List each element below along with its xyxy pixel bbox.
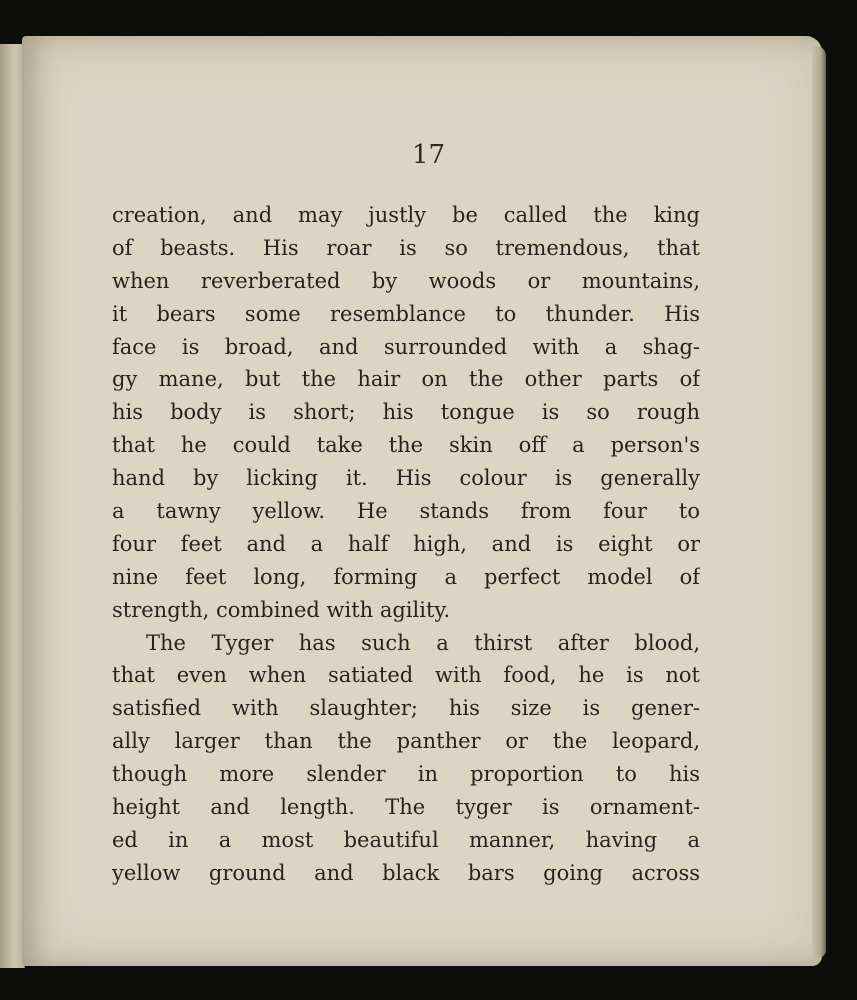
text-line: his body is short; his tongue is so rough: [112, 400, 700, 425]
text-line: that even when satiated with food, he is not: [112, 663, 700, 688]
page-stack-edge: [812, 46, 826, 958]
text-line: height and length. The tyger is ornament-: [112, 795, 700, 820]
text-line: ed in a most beautiful manner, having a: [112, 827, 700, 852]
text-line: that he could take the skin off a person's: [112, 433, 700, 458]
text-line: yellow ground and black bars going across: [112, 860, 700, 885]
page-number: 17: [411, 140, 446, 170]
text-line: though more slender in proportion to his: [112, 762, 700, 787]
text-line: it bears some resemblance to thunder. His: [112, 301, 700, 326]
text-line-paragraph-start: The Tyger has such a thirst after blood,: [146, 630, 700, 655]
text-line: creation, and may justly be called the king: [112, 203, 700, 227]
text-line: satisfied with slaughter; his size is gener-: [112, 696, 700, 721]
text-line: ally larger than the panther or the leopard,: [112, 729, 700, 754]
text-line: gy mane, but the hair on the other parts of: [112, 367, 700, 392]
text-line: when reverberated by woods or mountains,: [112, 268, 700, 293]
text-line: of beasts. His roar is so tremendous, that: [112, 235, 700, 260]
text-line: four feet and a half high, and is eight or: [112, 531, 700, 556]
text-line: nine feet long, forming a perfect model of: [112, 564, 700, 589]
text-line: face is broad, and surrounded with a shag-: [112, 334, 700, 359]
text-line: hand by licking it. His colour is generally: [112, 466, 700, 491]
page-body-text: [112, 199, 700, 890]
text-line-paragraph-end: strength, combined with agility.: [112, 597, 451, 622]
text-line: a tawny yellow. He stands from four to: [112, 499, 700, 524]
